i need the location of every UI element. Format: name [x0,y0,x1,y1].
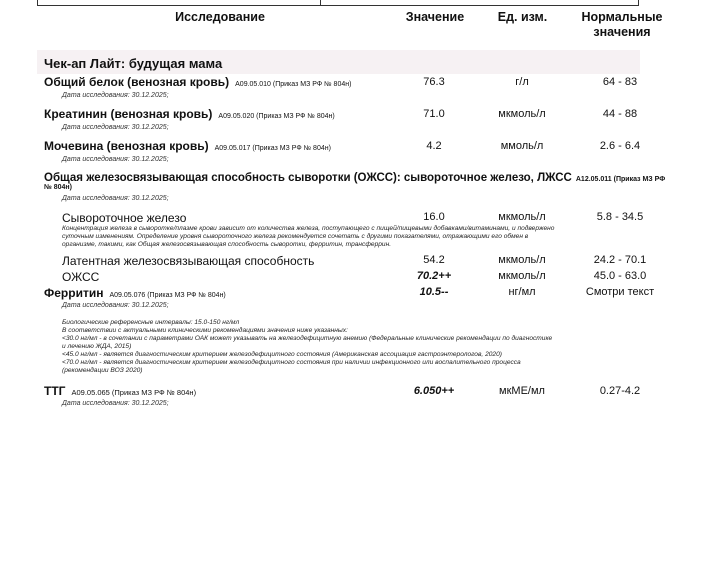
note-line: Биологические референсные интервалы: 15.0-150 нг/мл [62,319,240,326]
note-line: организме, такими, как Общая железосвязывающая способность сыворотки, ферритин, трансферрин. [62,241,392,248]
test-date: Дата исследования: 30.12.2025; [62,400,169,407]
test-name-text: ТТГ [44,384,66,398]
column-header-unit: Ед. изм. [497,10,548,24]
test-unit: мкМЕ/мл [499,385,545,397]
test-norm: 44 - 88 [602,108,638,120]
subtest-name-serum-iron: Сывороточное железо [62,211,187,225]
test-date: Дата исследования: 30.12.2025; [62,302,169,309]
subtest-norm: 45.0 - 63.0 [593,270,647,282]
test-name-urea [44,139,331,153]
subtest-name-ojss: ОЖСС [62,270,100,284]
test-unit: ммоль/л [500,140,544,152]
test-date: Дата исследования: 30.12.2025; [62,195,169,202]
note-line: (рекомендации ВОЗ 2020) [62,367,143,374]
subtest-value-flagged: 70.2++ [416,270,452,282]
subtest-norm: 24.2 - 70.1 [593,254,647,266]
test-value-flagged: 10.5-- [419,286,449,298]
test-unit: мкмоль/л [498,108,546,120]
test-name-text: Мочевина (венозная кровь) [44,139,209,153]
test-norm: 0.27-4.2 [599,385,641,397]
test-code: A09.05.020 (Приказ МЗ РФ № 804н) [218,113,335,120]
note-line: и лечению ЖДА, 2015) [62,343,132,350]
subtest-unit: мкмоль/л [498,211,546,223]
test-value-flagged: 6.050++ [413,385,455,397]
test-code: A09.05.010 (Приказ МЗ РФ № 804н) [235,81,352,88]
test-unit: г/л [515,76,529,88]
serum-iron-note [62,225,682,249]
note-line: суточным изменениям. Определение уровня сывороточного железа рекомендуется сочетать с другими показателями, отражающими его обмен в [62,233,529,240]
test-name-total-protein [44,75,351,89]
note-line: Концентрация железа в сыворотке/плазме крови зависит от количества железа, поступающего с пищей/пищевыми добавками/витаминами, и подвержено [62,225,555,232]
test-code-continued: № 804н) [44,184,72,191]
test-date: Дата исследования: 30.12.2025; [62,124,169,131]
subtest-value: 16.0 [423,211,445,223]
test-name-creatinine [44,107,335,121]
test-name-text: Общий белок (венозная кровь) [44,75,230,89]
test-code: A09.05.065 (Приказ МЗ РФ № 804н) [71,388,197,397]
note-line: <45.0 нг/мл - является диагностическим критерием железодефицитного состояния (Американская ассоциация гастроэнтерологов, 2020) [62,351,502,358]
section-title: Чек-ап Лайт: будущая мама [44,56,223,71]
test-name-text: Креатинин (венозная кровь) [44,107,213,121]
test-code: A09.05.017 (Приказ МЗ РФ № 804н) [214,145,331,152]
note-line: В соответствии с актуальными клиническими рекомендациями значения ниже указанных: [62,327,348,334]
note-line: <70.0 нг/мл - является диагностическим критерием железодефицитного состояния при наличии инфекционного или воспалительного процесса [62,359,521,366]
note-line: <30.0 нг/мл - в сочетании с параметрами ОАК может указывать на железодефицитную анемию (Федеральные клинические рекомендации по диагностике [62,335,553,342]
column-header-value: Значение [405,10,465,24]
test-name-ojss-group [44,172,665,184]
column-header-study: Исследование [175,10,265,24]
subtest-norm: 5.8 - 34.5 [596,211,644,223]
test-value: 4.2 [426,140,442,152]
test-name-text: Ферритин [44,286,104,300]
ferritin-note [62,319,682,375]
column-header-norm-line2: значения [593,25,651,39]
subtest-unit: мкмоль/л [498,270,546,282]
test-name-tsh [44,384,196,398]
top-info-box [37,0,321,6]
test-code: A09.05.076 (Приказ МЗ РФ № 804н) [109,292,226,299]
subtest-value: 54.2 [423,254,445,266]
column-header-norm [572,10,672,40]
test-unit: нг/мл [508,286,536,298]
test-date: Дата исследования: 30.12.2025; [62,92,169,99]
test-norm: 2.6 - 6.4 [599,140,641,152]
test-code: A12.05.011 (Приказ МЗ РФ [575,176,666,183]
test-name-ferritin [44,286,226,300]
subtest-unit: мкмоль/л [498,254,546,266]
top-info-box-right [318,0,639,6]
test-value: 76.3 [423,76,445,88]
subtest-name-latent-iron-binding: Латентная железосвязывающая способность [62,254,315,268]
test-norm: 64 - 83 [602,76,638,88]
column-header-norm-line1: Нормальные [581,10,663,24]
test-name-text: Общая железосвязывающая способность сыворотки (ОЖСС): сывороточное железо, ЛЖСС [44,172,572,184]
test-value: 71.0 [423,108,445,120]
test-date: Дата исследования: 30.12.2025; [62,156,169,163]
test-norm: Смотри текст [585,286,655,298]
